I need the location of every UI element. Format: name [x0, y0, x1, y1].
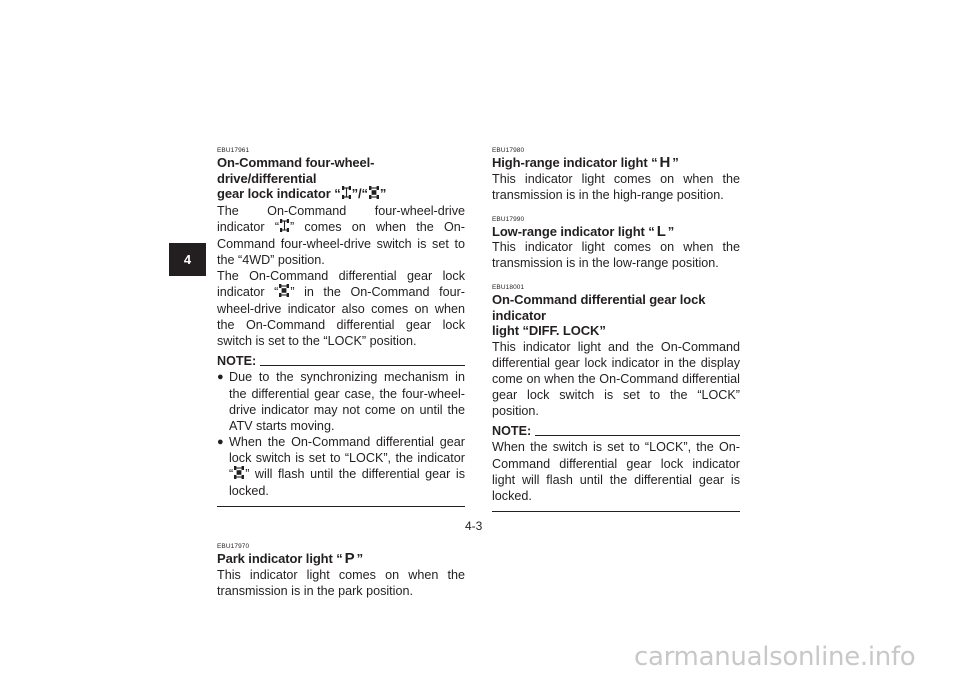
note-text: ” will flash until the differential gear is locked. — [229, 467, 465, 499]
text-run: The On-Command differential gear lock indicator “ — [217, 268, 465, 299]
note-label: NOTE: — [492, 424, 532, 439]
section-body: This indicator light comes on when the transmission is in the low-range position. — [492, 240, 740, 271]
note-text: When the On-Command differential gear lock switch is set to “LOCK”, the indicator “ — [229, 434, 465, 481]
left-column — [217, 147, 465, 599]
section-title — [492, 155, 740, 171]
low-range-icon: L — [656, 222, 666, 240]
title-line-2-suffix: ” — [379, 186, 387, 201]
section-park-indicator — [217, 543, 465, 599]
note-item — [217, 434, 465, 499]
bullet-icon: ● — [217, 371, 224, 384]
note-list — [217, 369, 465, 499]
title-line-1: On-Command four-wheel-drive/differential — [217, 155, 375, 186]
title-line-2-prefix: gear lock indicator “ — [217, 186, 341, 201]
four-wheel-drive-icon — [280, 219, 289, 236]
note-header — [492, 423, 740, 439]
section-title — [217, 551, 465, 567]
note-header — [217, 353, 465, 369]
note-label: NOTE: — [217, 354, 257, 369]
title-line-2-mid: ”/“ — [351, 186, 368, 201]
title-prefix: Park indicator light “ — [217, 551, 343, 567]
note-text: When the switch is set to “LOCK”, the On-Command differential gear lock indicator light will flash until the differential gear is locked. — [492, 440, 740, 503]
note-end-rule — [492, 511, 740, 512]
note-text: Due to the synchronizing mechanism in the differential gear case, the four-wheel-drive indicator may not come on until the ATV starts moving. — [229, 370, 465, 433]
title-suffix: ” — [356, 551, 363, 567]
section-code: EBU18001 — [492, 284, 525, 292]
right-column — [492, 147, 740, 512]
section-body: This indicator light comes on when the transmission is in the park position. — [217, 567, 465, 598]
park-indicator-icon: P — [344, 550, 355, 568]
page-number: 4-3 — [465, 519, 483, 533]
title-line-1: On-Command differential gear lock indicator — [492, 292, 706, 323]
text-run: The On-Command four-wheel-drive indicator “ — [217, 203, 465, 234]
section-code: EBU17990 — [492, 215, 525, 223]
bullet-icon: ● — [217, 435, 224, 448]
note-rule — [535, 434, 740, 436]
title-line-2: light “DIFF. LOCK” — [492, 323, 606, 339]
section-body: This indicator light and the On-Command differential gear lock indicator in the display come on when the On-Command differential gear lock switch is set to the “LOCK” position. — [492, 339, 740, 419]
note-item — [217, 369, 465, 433]
note-rule — [260, 364, 465, 366]
title-prefix: High-range indicator light “ — [492, 155, 658, 170]
watermark: carmanualsonline.info — [634, 642, 916, 672]
section-code: EBU17970 — [217, 543, 250, 551]
section-low-range — [492, 216, 740, 272]
title-prefix: Low-range indicator light “ — [492, 223, 655, 239]
text-run: ” comes on when the On-Command four-wheel-drive switch is set to the “4WD” position. — [217, 219, 465, 267]
chapter-tab — [169, 243, 206, 276]
chapter-number: 4 — [183, 252, 192, 267]
paragraph-4wd-comes-on — [217, 203, 465, 268]
diff-lock-icon — [234, 466, 244, 483]
section-title — [492, 292, 740, 339]
title-suffix: ” — [672, 155, 679, 170]
four-wheel-drive-icon — [342, 186, 351, 203]
high-range-icon: H — [659, 154, 671, 171]
section-code: EBU17980 — [492, 147, 525, 154]
section-diff-lock-light — [492, 284, 740, 511]
section-code: EBU17961 — [217, 147, 250, 154]
diff-lock-icon — [369, 186, 379, 203]
section-title — [217, 155, 465, 203]
section-title — [492, 224, 740, 240]
section-4wd-indicator — [217, 147, 465, 507]
section-high-range — [492, 147, 740, 203]
text-run: ” in the On-Command four-wheel-drive indicator also comes on when the On-Command differential gear lock switch is set to the “LOCK” position. — [217, 284, 465, 349]
paragraph-diff-lock — [217, 268, 465, 349]
section-body: This indicator light comes on when the transmission is in the high-range position. — [492, 171, 740, 202]
title-suffix: ” — [667, 223, 675, 239]
diff-lock-icon — [279, 284, 289, 301]
